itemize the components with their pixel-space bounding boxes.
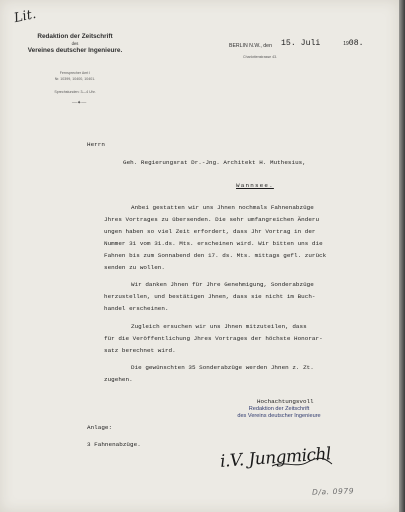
letterhead-line-3: Vereines deutscher Ingenieure. <box>27 47 123 54</box>
closing-stamp <box>199 406 359 420</box>
dateline-date <box>281 39 364 48</box>
enclosure-label: Anlage: <box>87 424 113 431</box>
body-line: für die Veröffentlichung Jhres Vortrages der höchste Honorar- <box>104 335 323 342</box>
recipient-salutation: Herrn <box>87 141 105 148</box>
stamp-line-2: des Vereins deutscher Ingenieure <box>237 413 321 419</box>
body-line: Die gewünschten 35 Sonderabzüge werden Jhnen z. Zt. <box>131 364 314 371</box>
date-year-prefix: 19 <box>343 41 349 47</box>
letterhead-phone-1: Fernsprecher Amt I <box>59 71 91 75</box>
date-day-month: 15. Juli <box>281 39 321 48</box>
letterhead-line-2: des <box>71 41 79 46</box>
body-line: Fahnen bis zum Sonnabend den 17. ds. Mts. mittags gefl. zurück <box>104 252 327 259</box>
signature-flourish-icon <box>270 456 334 470</box>
letterhead-hours: Sprechstunden: 3—4 Uhr. <box>54 90 96 94</box>
recipient-city: Wannsee. <box>236 182 274 189</box>
body-line: herzustellen, und bestätigen Jhnen, dass sie nicht im Buch- <box>104 293 316 300</box>
body-line: Anbei gestatten wir uns Jhnen nochmals Fahnenabzüge <box>131 204 314 211</box>
stamp-line-1: Redaktion der Zeitschrift <box>248 406 310 412</box>
body-line: senden zu wollen. <box>104 264 165 271</box>
body-line: handel erscheinen. <box>104 305 169 312</box>
recipient-name: Geh. Regierungsrat Dr.-Jng. Architekt H. Muthesius, <box>123 159 306 166</box>
pencil-note: Lit. <box>12 6 38 27</box>
body-line: Jhres Vortrages zu übersenden. Die sehr umfangreichen Änderu <box>104 216 320 223</box>
archive-mark: D/a. 0979 <box>311 486 355 497</box>
closing-greeting: Hochachtungsvoll <box>257 398 314 405</box>
letterhead-line-1: Redaktion der Zeitschrift <box>37 33 113 40</box>
body-line: Nummer 31 vom 31.ds. Mts. erscheinen wird. Wir bitten uns die <box>104 240 323 247</box>
scan-edge <box>399 0 405 512</box>
dateline-place: BERLIN N.W., den <box>229 43 272 49</box>
dateline-street: Charlottenstrasse 43. <box>243 55 278 59</box>
body-line: Wir danken Jhnen für Jhre Genehmigung, Sonderabzüge <box>131 281 314 288</box>
body-line: satz berechnet wird. <box>104 347 176 354</box>
ornament-icon: —✦— <box>72 101 87 106</box>
body-line: zugehen. <box>104 376 133 383</box>
body-line: Zugleich ersuchen wir uns Jhnen mitzuteilen, dass <box>131 323 307 330</box>
letterhead <box>16 33 134 54</box>
enclosure-item: 3 Fahnenabzüge. <box>87 441 141 448</box>
handwritten-signature: i.V. Jungmichl <box>219 444 332 472</box>
letterhead-phone-2: Nr. 10399, 10400, 10401. <box>54 77 96 81</box>
body-line: ungen haben so viel Zeit erfordert, dass Jhr Vortrag in der <box>104 228 316 235</box>
date-year: 08. <box>348 39 364 48</box>
